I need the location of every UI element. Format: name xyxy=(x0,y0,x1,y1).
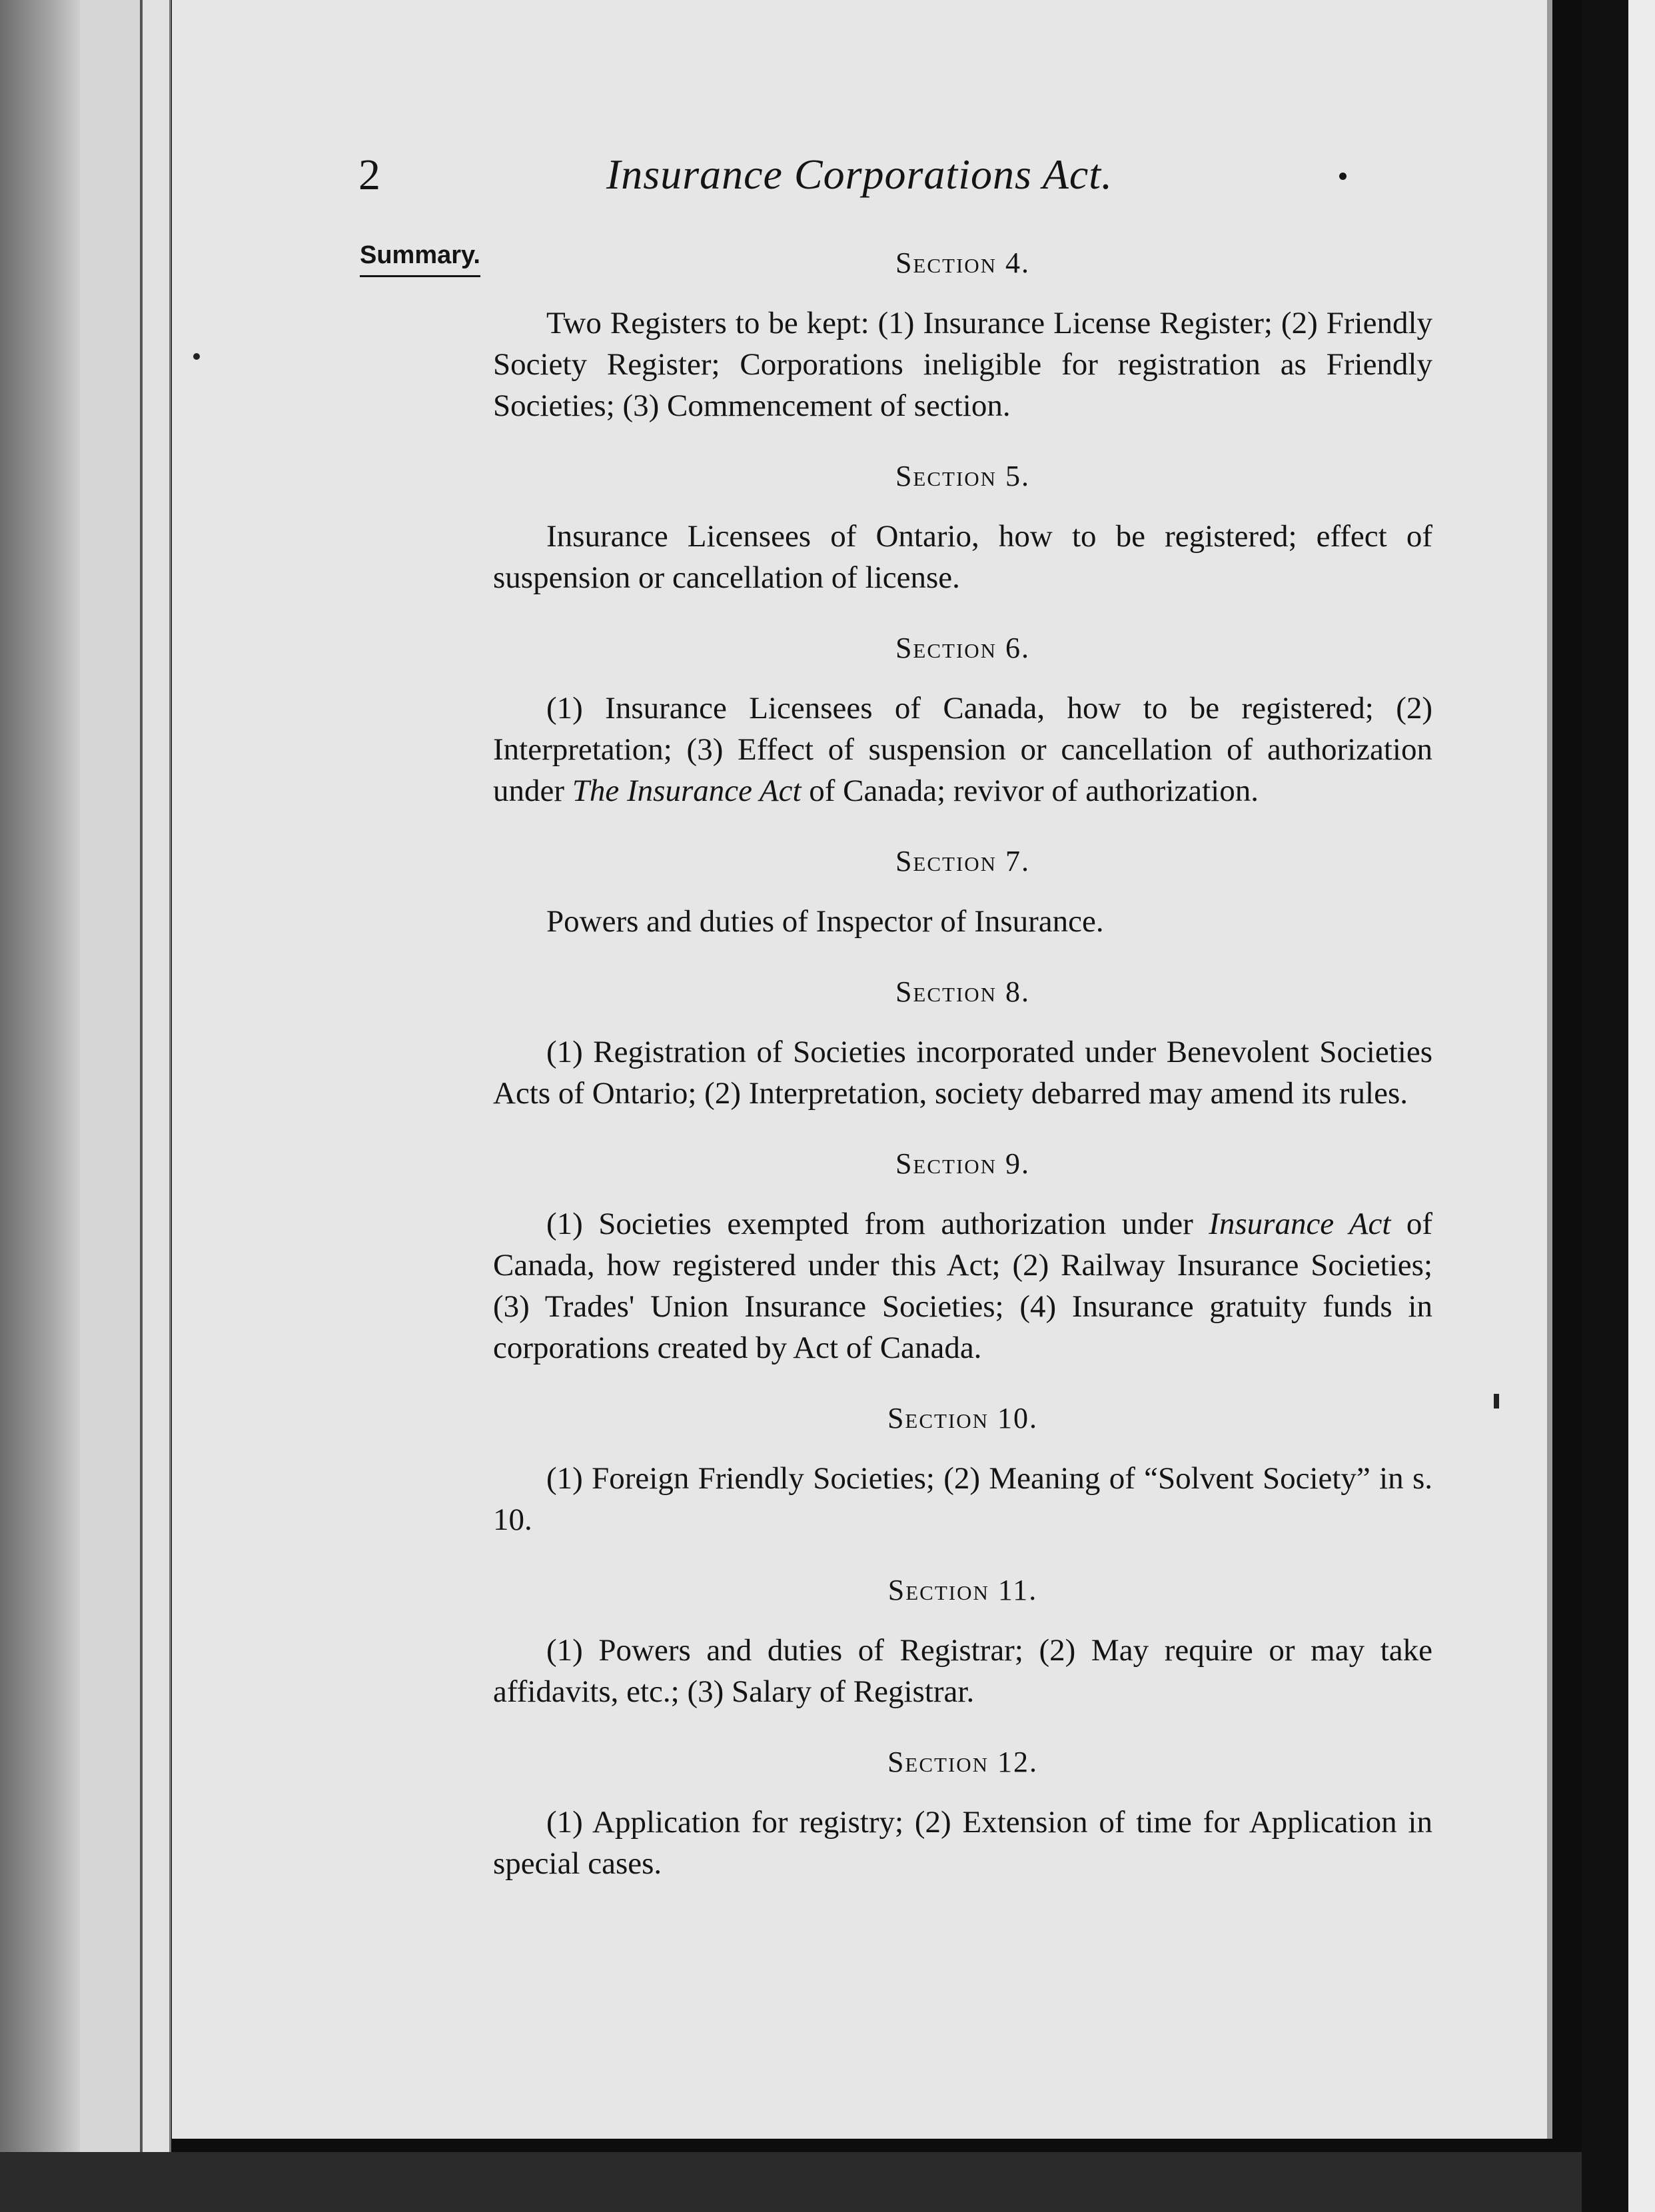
section-7 xyxy=(493,838,1432,942)
section-text: (1) Registration of Societies incorporated under Benevolent Societies Acts of Ontario; (2) Interpretation, society debarred may amend its rules. xyxy=(493,1035,1432,1111)
section-text-part: of Canada; revivor of authorization. xyxy=(801,774,1259,808)
page-header xyxy=(172,150,1547,223)
section-8 xyxy=(493,969,1432,1114)
section-text: (1) Foreign Friendly Societies; (2) Meaning of “Solvent Society” in s. 10. xyxy=(493,1461,1432,1537)
section-5 xyxy=(493,453,1432,598)
section-11 xyxy=(493,1567,1432,1712)
summary-margin-label: Summary. xyxy=(360,241,480,277)
summary-content xyxy=(493,240,1432,1911)
document-page xyxy=(172,0,1552,2139)
print-speck xyxy=(1339,173,1347,180)
print-speck xyxy=(193,353,200,360)
section-6 xyxy=(493,625,1432,812)
section-text-part: (1) Societies exempted from authorization under xyxy=(546,1207,1209,1241)
scan-page-edge-1 xyxy=(80,0,143,2159)
page-number: 2 xyxy=(358,151,380,199)
adjacent-page-edge xyxy=(1628,0,1655,2212)
scan-page-edge-2 xyxy=(143,0,171,2152)
section-heading: Section 9. xyxy=(895,1147,1031,1180)
section-10 xyxy=(493,1395,1432,1540)
section-heading: Section 4. xyxy=(895,247,1031,279)
section-4 xyxy=(493,240,1432,426)
section-heading: Section 8. xyxy=(895,975,1031,1008)
running-title: Insurance Corporations Act. xyxy=(606,151,1113,198)
scan-frame-bottom xyxy=(0,2152,1655,2212)
print-speck xyxy=(1494,1394,1499,1408)
section-heading: Section 11. xyxy=(887,1574,1038,1606)
section-text xyxy=(493,688,1432,812)
act-title: Insurance Act xyxy=(1209,1207,1391,1241)
section-text-part: (1) Insurance Licensees of Canada, how to be registered; (2) Interpretation; (3) Effect of suspension or cancellation of authorization under xyxy=(493,691,1432,808)
section-heading: Section 10. xyxy=(887,1402,1039,1434)
section-9 xyxy=(493,1141,1432,1369)
section-12 xyxy=(493,1739,1432,1884)
section-text: Two Registers to be kept: (1) Insurance License Register; (2) Friendly Society Register; Corporations ineligible for registration as Friendly Societies; (3) Commencement of section. xyxy=(493,306,1432,423)
section-heading: Section 7. xyxy=(895,845,1031,877)
section-text: Insurance Licensees of Ontario, how to be registered; effect of suspension or cancellation of license. xyxy=(493,519,1432,595)
section-text: (1) Application for registry; (2) Extension of time for Application in special cases. xyxy=(493,1805,1432,1881)
section-heading: Section 5. xyxy=(895,460,1031,492)
section-heading: Section 6. xyxy=(895,632,1031,664)
section-text xyxy=(493,1203,1432,1369)
section-text-part: of Canada, how registered under this Act; (2) Railway Insurance Societies; (3) Trades' Union Insurance Societies; (4) Insurance gratuity funds in corporations created by Act of Canada. xyxy=(493,1207,1433,1365)
section-text: Powers and duties of Inspector of Insurance. xyxy=(546,904,1104,939)
scan-frame-left xyxy=(0,0,80,2212)
act-title: The Insurance Act xyxy=(572,774,802,808)
section-text: (1) Powers and duties of Registrar; (2) May require or may take affidavits, etc.; (3) Salary of Registrar. xyxy=(493,1633,1432,1709)
section-heading: Section 12. xyxy=(887,1746,1039,1778)
